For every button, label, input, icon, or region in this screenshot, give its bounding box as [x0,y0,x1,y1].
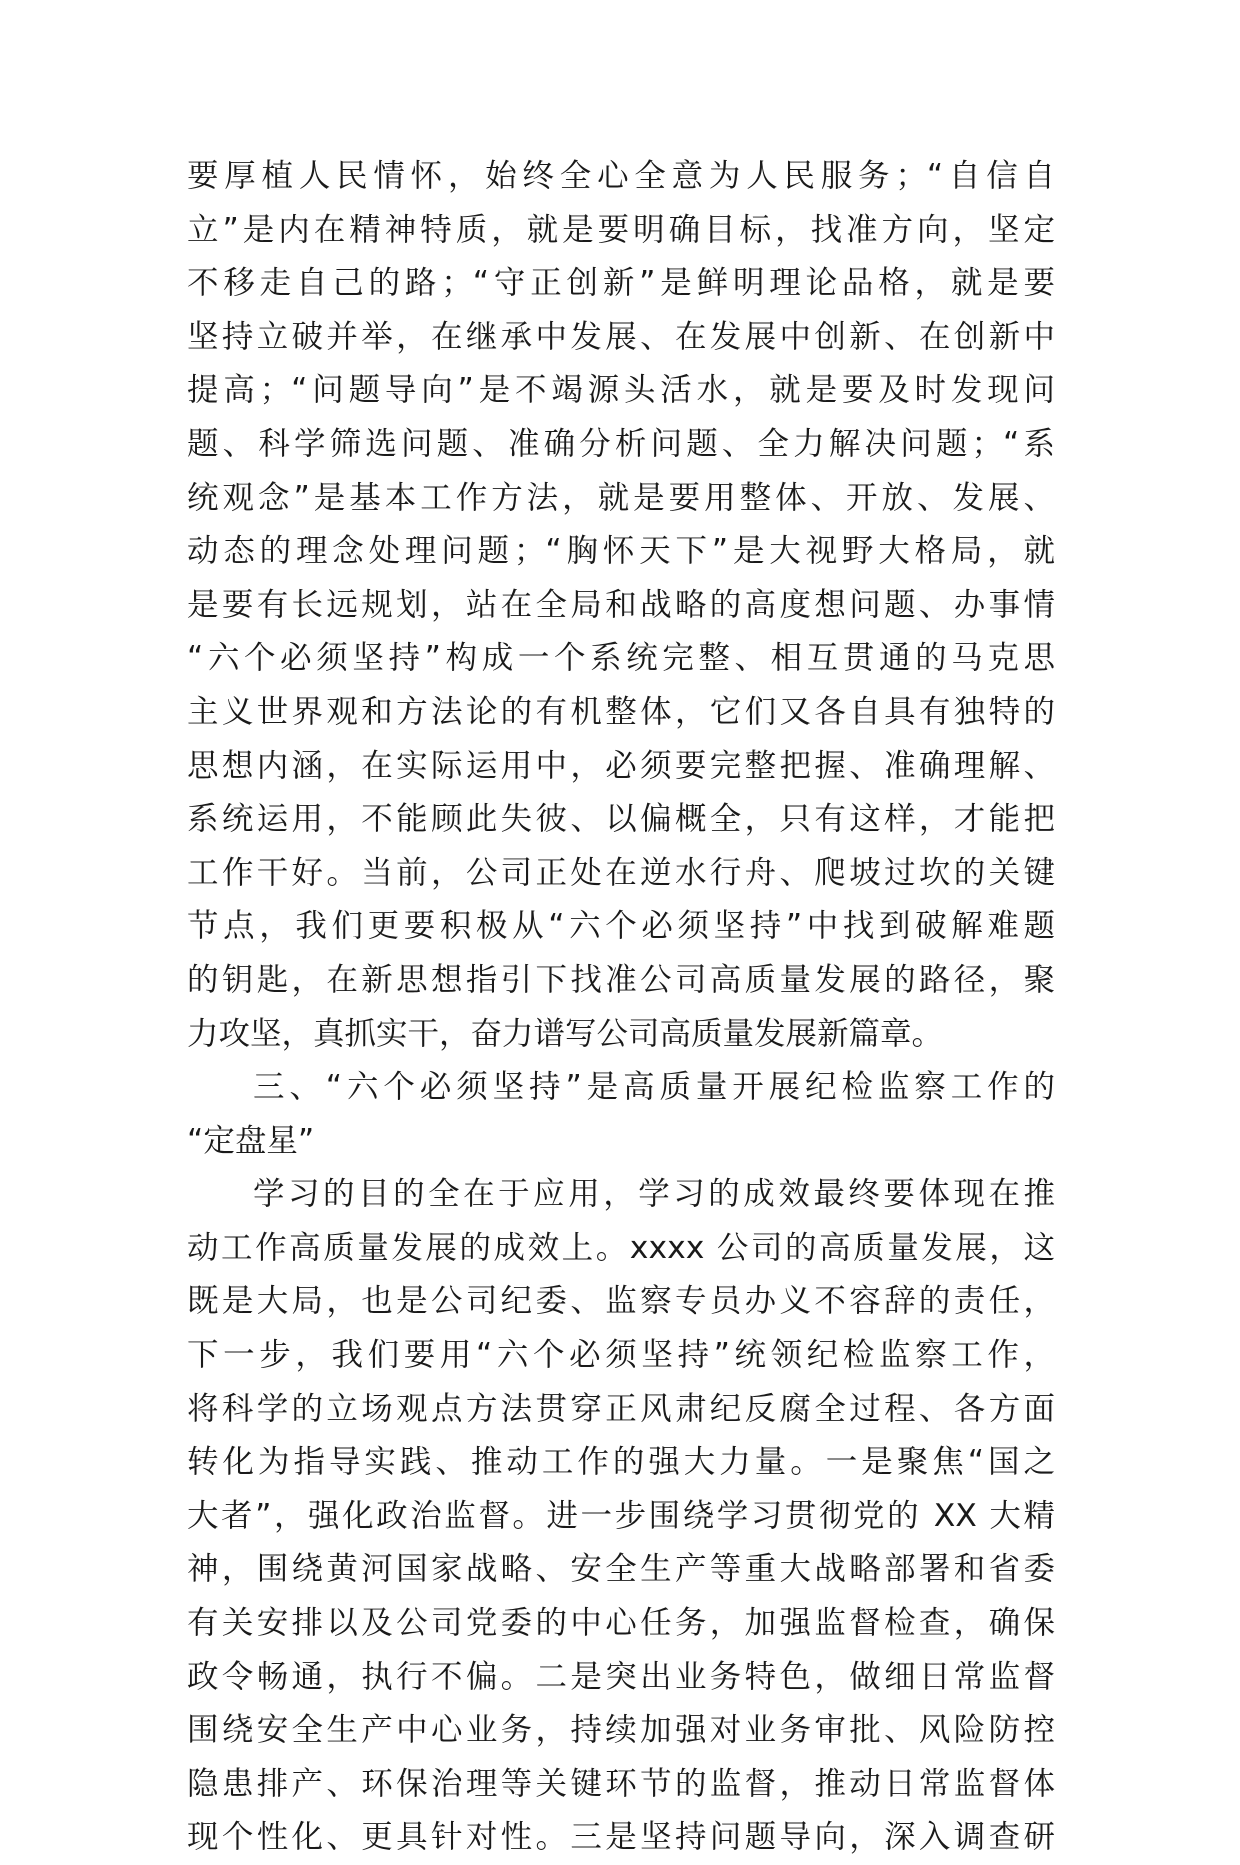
text-line: “六个必须坚持”构成一个系统完整、相互贯通的马克思 [187,640,1055,677]
text-line: 动态的理念处理问题；“胸怀天下”是大视野大格局，就 [187,533,1055,570]
text-line: 有关安排以及公司党委的中心任务，加强监督检查，确保 [187,1605,1055,1642]
text-line: 动工作高质量发展的成效上。xxxx 公司的高质量发展，这 [187,1229,1055,1266]
text-line: 思想内涵，在实际运用中，必须要完整把握、准确理解、 [187,747,1055,784]
text-line: 题、科学筛选问题、准确分析问题、全力解决问题；“系 [187,425,1055,462]
text-line: 现个性化、更具针对性。三是坚持问题导向，深入调查研 [187,1819,1055,1856]
text-line: 大者”，强化政治监督。进一步围绕学习贯彻党的 XX 大精 [187,1497,1055,1534]
text-line: 将科学的立场观点方法贯穿正风肃纪反腐全过程、各方面 [187,1390,1055,1427]
text-line: 既是大局，也是公司纪委、监察专员办义不容辞的责任， [187,1283,1055,1320]
text-line: 立”是内在精神特质，就是要明确目标，找准方向，坚定 [187,211,1055,248]
text-line: 的钥匙，在新思想指引下找准公司高质量发展的路径，聚 [187,961,1055,998]
text-line: 转化为指导实践、推动工作的强大力量。一是聚焦“国之 [187,1444,1055,1481]
text-line: 要厚植人民情怀，始终全心全意为人民服务；“自信自 [187,158,1055,194]
text-line: 政令畅通，执行不偏。二是突出业务特色，做细日常监督 [187,1658,1055,1695]
text-line: 主义世界观和方法论的有机整体，它们又各自具有独特的 [187,693,1055,730]
text-line: 是要有长远规划，站在全局和战略的高度想问题、办事情 [187,586,1055,623]
section-heading-continued: “定盘星” [187,1122,315,1159]
text-line: 坚持立破并举，在继承中发展、在发展中创新、在创新中 [187,318,1055,355]
text-line: 围绕安全生产中心业务，持续加强对业务审批、风险防控 [187,1712,1055,1749]
section-heading: 三、“六个必须坚持”是高质量开展纪检监察工作的 [253,1069,1055,1106]
text-line: 提高；“问题导向”是不竭源头活水，就是要及时发现问 [187,372,1055,409]
body-text [187,150,1055,1865]
text-line: 系统运用，不能顾此失彼、以偏概全，只有这样，才能把 [187,801,1055,838]
text-line: 隐患排产、环保治理等关键环节的监督，推动日常监督体 [187,1765,1055,1802]
text-line: 学习的目的全在于应用，学习的成效最终要体现在推 [253,1176,1055,1213]
text-line: 下一步，我们要用“六个必须坚持”统领纪检监察工作， [187,1337,1055,1374]
text-line: 神，围绕黄河国家战略、安全生产等重大战略部署和省委 [187,1551,1055,1588]
text-line: 节点，我们更要积极从“六个必须坚持”中找到破解难题 [187,908,1055,945]
text-line: 不移走自己的路；“守正创新”是鲜明理论品格，就是要 [187,265,1055,302]
text-line: 力攻坚，真抓实干，奋力谱写公司高质量发展新篇章。 [187,1015,944,1052]
text-line: 工作干好。当前，公司正处在逆水行舟、爬坡过坎的关键 [187,854,1055,891]
text-line: 统观念”是基本工作方法，就是要用整体、开放、发展、 [187,479,1055,516]
